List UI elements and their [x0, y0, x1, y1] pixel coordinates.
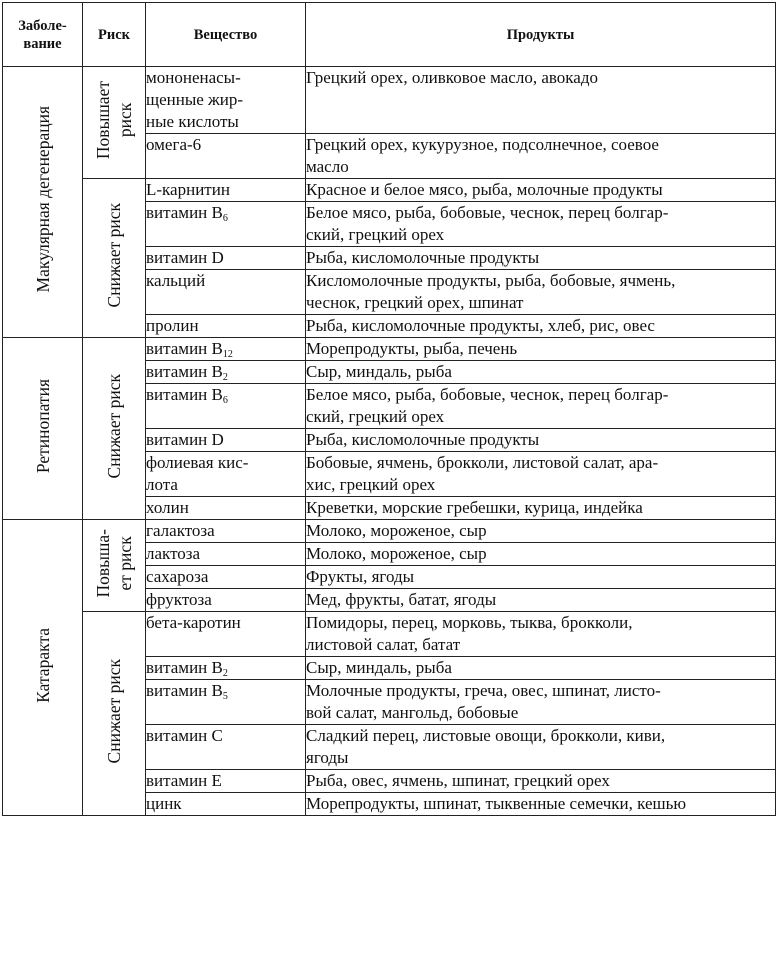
products-text: Мед, фрукты, батат, ягоды [306, 590, 497, 609]
products-text: Молочные продукты, греча, овес, шпинат, листо- [306, 681, 661, 700]
products-cell [306, 67, 776, 134]
substance-line: витамин D [146, 248, 224, 267]
products-cell [306, 589, 776, 612]
products-text: Грецкий орех, оливковое масло, авокадо [306, 68, 598, 87]
risk-cell [83, 612, 146, 816]
products-cell [306, 361, 776, 384]
substance-line: витамин B [146, 658, 223, 677]
products-cell [306, 612, 776, 657]
substance-line: ные кислоты [146, 112, 239, 131]
substance-line: галактоза [146, 521, 215, 540]
substance-cell [146, 247, 306, 270]
products-text: Кисломолочные продукты, рыба, бобовые, ячмень, [306, 271, 676, 290]
products-text: ский, грецкий орех [306, 225, 445, 244]
products-text: ский, грецкий орех [306, 407, 445, 426]
substance-subscript: 5 [222, 691, 228, 702]
products-cell [306, 315, 776, 338]
substance-cell [146, 725, 306, 770]
substance-cell [146, 315, 306, 338]
substance-text [146, 497, 305, 519]
products-cell [306, 179, 776, 202]
products-text: Сыр, миндаль, рыба [306, 362, 452, 381]
products-cell [306, 247, 776, 270]
products-cell [306, 657, 776, 680]
substance-line: мононенасы- [146, 68, 241, 87]
substance-text [146, 612, 305, 634]
substance-cell [146, 67, 306, 134]
products-cell [306, 770, 776, 793]
substance-text [146, 474, 305, 496]
substance-text [146, 520, 305, 542]
substance-line: холин [146, 498, 189, 517]
substance-cell [146, 657, 306, 680]
products-text: Сладкий перец, листовые овощи, брокколи, киви, [306, 726, 666, 745]
substance-cell [146, 793, 306, 816]
substance-cell [146, 202, 306, 247]
substance-line: щенные жир- [146, 90, 244, 109]
substance-text [146, 270, 305, 292]
substance-text [146, 111, 305, 133]
disease-name: Ретинопатия [32, 378, 53, 474]
substance-line: пролин [146, 316, 199, 335]
disease-name: Макулярная дегенерация [32, 106, 53, 293]
header-row [3, 3, 776, 67]
substance-text [146, 179, 305, 201]
products-text: Рыба, овес, ячмень, шпинат, грецкий орех [306, 771, 610, 790]
substance-subscript: 2 [222, 372, 228, 383]
products-cell [306, 134, 776, 179]
products-text: Красное и белое мясо, рыба, молочные продукты [306, 180, 663, 199]
header-products: Продукты [306, 3, 776, 67]
products-cell [306, 497, 776, 520]
products-text: Рыба, кисломолочные продукты [306, 430, 540, 449]
substance-subscript: 12 [222, 349, 233, 360]
substance-text [146, 338, 305, 360]
disease-cell [3, 67, 83, 338]
products-text: Белое мясо, рыба, бобовые, чеснок, перец болгар- [306, 203, 669, 222]
table-row [3, 67, 776, 134]
substance-line: витамин D [146, 430, 224, 449]
products-text: Морепродукты, рыба, печень [306, 339, 518, 358]
products-cell [306, 793, 776, 816]
risk-label: Повышает риск [93, 80, 135, 160]
risk-label: Снижает риск [104, 658, 124, 764]
substance-cell [146, 680, 306, 725]
table-body [3, 67, 776, 816]
substance-line: фруктоза [146, 590, 212, 609]
substance-text [146, 202, 305, 224]
disease-name: Катаракта [32, 627, 53, 703]
substance-line: лота [146, 475, 178, 494]
disease-cell [3, 338, 83, 520]
substance-line: лактоза [146, 544, 201, 563]
products-text: Рыба, кисломолочные продукты [306, 248, 540, 267]
substance-text [146, 67, 305, 89]
substance-cell [146, 179, 306, 202]
risk-cell [83, 338, 146, 520]
disease-cell [3, 520, 83, 816]
products-text: Морепродукты, шпинат, тыквенные семечки, кешью [306, 794, 687, 813]
risk-label: Повыша- ет риск [93, 528, 135, 598]
substance-cell [146, 543, 306, 566]
nutrition-eye-disease-table [2, 2, 776, 816]
products-text: Рыба, кисломолочные продукты, хлеб, рис, овес [306, 316, 655, 335]
products-text: Креветки, морские гребешки, курица, индейка [306, 498, 643, 517]
substance-text [146, 429, 305, 451]
risk-cell [83, 179, 146, 338]
products-text: Бобовые, ячмень, брокколи, листовой салат, ара- [306, 453, 659, 472]
substance-text [146, 543, 305, 565]
substance-line: сахароза [146, 567, 209, 586]
substance-cell [146, 338, 306, 361]
substance-line: витамин C [146, 726, 223, 745]
substance-line: витамин B [146, 681, 223, 700]
substance-text [146, 793, 305, 815]
header-disease: Заболе- вание [3, 3, 83, 67]
products-text: Фрукты, ягоды [306, 567, 415, 586]
products-text: Молоко, мороженое, сыр [306, 544, 487, 563]
substance-text [146, 657, 305, 679]
products-cell [306, 566, 776, 589]
products-text: листовой салат, батат [306, 635, 461, 654]
risk-label: Снижает риск [104, 203, 124, 308]
substance-cell [146, 612, 306, 657]
table-row [3, 520, 776, 543]
substance-text [146, 361, 305, 383]
products-text: Белое мясо, рыба, бобовые, чеснок, перец болгар- [306, 385, 669, 404]
products-cell [306, 429, 776, 452]
substance-cell [146, 452, 306, 497]
products-cell [306, 338, 776, 361]
substance-text [146, 680, 305, 702]
substance-text [146, 384, 305, 406]
substance-line: витамин B [146, 203, 223, 222]
products-cell [306, 543, 776, 566]
substance-cell [146, 384, 306, 429]
substance-cell [146, 770, 306, 793]
risk-cell [83, 520, 146, 612]
substance-line: витамин B [146, 385, 223, 404]
substance-subscript: 2 [222, 668, 228, 679]
substance-line: фолиевая кис- [146, 453, 249, 472]
products-cell [306, 202, 776, 247]
substance-text [146, 134, 305, 156]
substance-line: витамин B [146, 362, 223, 381]
substance-cell [146, 589, 306, 612]
table-row [3, 179, 776, 202]
substance-cell [146, 270, 306, 315]
risk-label: Снижает риск [104, 373, 124, 479]
products-cell [306, 270, 776, 315]
products-text: Грецкий орех, кукурузное, подсолнечное, соевое [306, 135, 659, 154]
header-risk: Риск [83, 3, 146, 67]
substance-cell [146, 361, 306, 384]
substance-line: L-карнитин [146, 180, 230, 199]
products-cell [306, 520, 776, 543]
products-cell [306, 680, 776, 725]
substance-cell [146, 497, 306, 520]
substance-line: кальций [146, 271, 206, 290]
substance-line: витамин E [146, 771, 222, 790]
substance-cell [146, 429, 306, 452]
table-row [3, 338, 776, 361]
products-text: масло [306, 157, 349, 176]
header-substance: Вещество [146, 3, 306, 67]
substance-text [146, 566, 305, 588]
products-text: хис, грецкий орех [306, 475, 436, 494]
substance-subscript: 6 [222, 213, 228, 224]
substance-cell [146, 566, 306, 589]
substance-text [146, 770, 305, 792]
substance-text [146, 315, 305, 337]
products-cell [306, 725, 776, 770]
substance-subscript: 6 [222, 395, 228, 406]
products-text: Молоко, мороженое, сыр [306, 521, 487, 540]
substance-text [146, 589, 305, 611]
substance-text [146, 452, 305, 474]
substance-line: цинк [146, 794, 182, 813]
substance-text [146, 89, 305, 111]
table-row [3, 612, 776, 657]
substance-line: омега-6 [146, 135, 202, 154]
substance-line: бета-каротин [146, 613, 241, 632]
substance-text [146, 725, 305, 747]
risk-cell [83, 67, 146, 179]
products-text: чеснок, грецкий орех, шпинат [306, 293, 524, 312]
substance-text [146, 247, 305, 269]
products-cell [306, 384, 776, 429]
substance-cell [146, 520, 306, 543]
products-text: Помидоры, перец, морковь, тыква, брокколи, [306, 613, 633, 632]
products-text: ягоды [306, 748, 349, 767]
products-cell [306, 452, 776, 497]
substance-line: витамин B [146, 339, 223, 358]
products-text: Сыр, миндаль, рыба [306, 658, 452, 677]
substance-cell [146, 134, 306, 179]
products-text: вой салат, мангольд, бобовые [306, 703, 519, 722]
